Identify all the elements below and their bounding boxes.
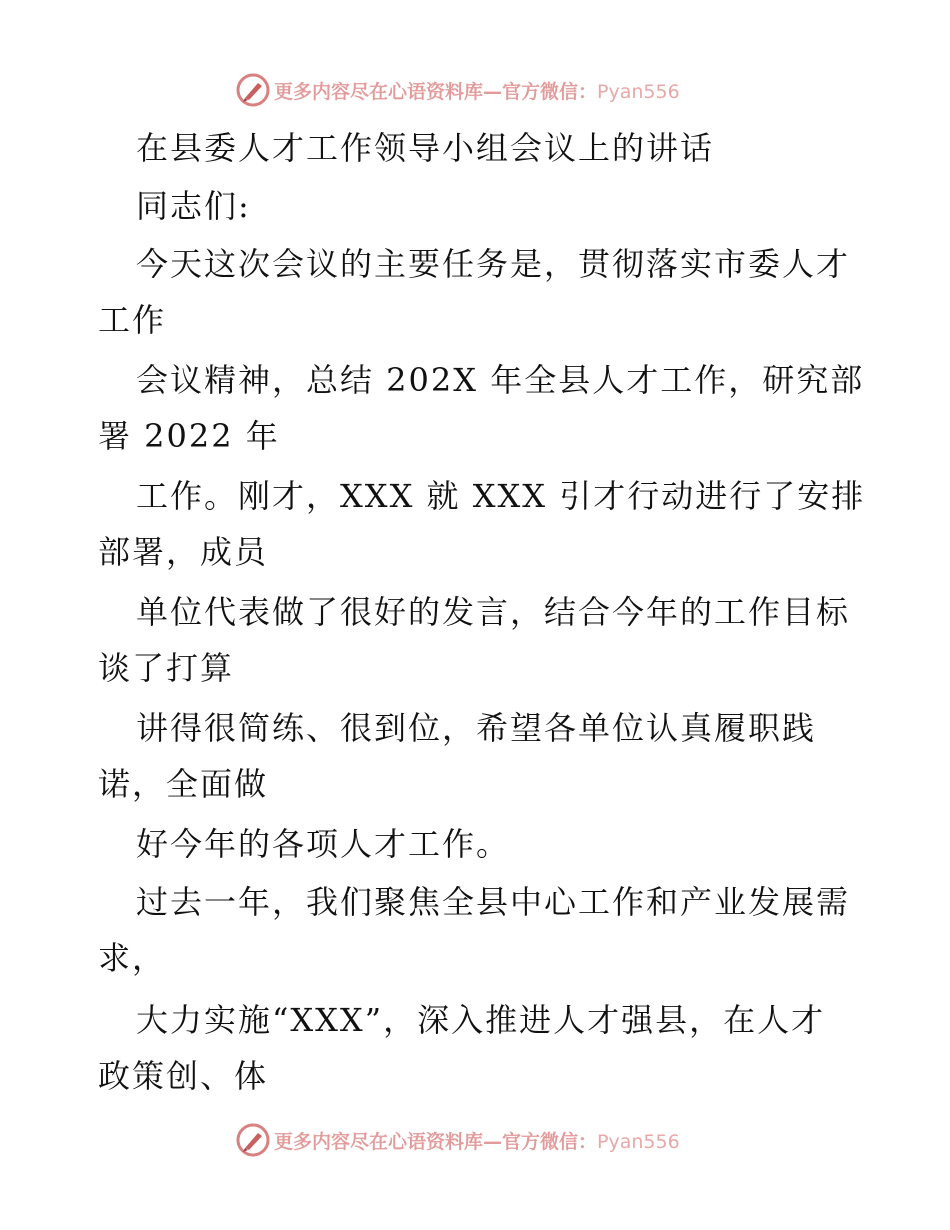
paragraph-line: 讲得很简练、很到位，希望各单位认真履职践 bbox=[136, 709, 817, 747]
paragraph-line: 大力实施“XXX”，深入推进人才强县，在人才 bbox=[136, 1001, 826, 1039]
watermark-banner-bottom bbox=[236, 1122, 716, 1158]
paragraph-line: 署 2022 年 bbox=[98, 417, 280, 455]
paragraph-line: 工作。刚才，XXX 就 XXX 引才行动进行了安排 bbox=[136, 477, 866, 515]
paragraph-line: 单位代表做了很好的发言，结合今年的工作目标 bbox=[136, 593, 851, 631]
pen-logo-icon bbox=[236, 73, 270, 107]
paragraph-line: 政策创、体 bbox=[98, 1057, 269, 1095]
watermark-banner-top bbox=[236, 72, 716, 108]
pen-logo-icon bbox=[236, 1123, 270, 1157]
salutation: 同志们: bbox=[136, 187, 251, 225]
paragraph-line: 工作 bbox=[98, 301, 167, 339]
paragraph-line: 诺，全面做 bbox=[98, 765, 269, 803]
watermark-text: 更多内容尽在心语资料库—官方微信：Pyan556 bbox=[274, 1130, 680, 1153]
paragraph-line: 好今年的各项人才工作。 bbox=[136, 825, 511, 863]
paragraph-line: 今天这次会议的主要任务是，贯彻落实市委人才 bbox=[136, 245, 851, 283]
paragraph-line: 过去一年，我们聚焦全县中心工作和产业发展需 bbox=[136, 883, 851, 921]
paragraph-line: 求， bbox=[98, 939, 167, 977]
paragraph-line: 谈了打算 bbox=[98, 649, 235, 687]
watermark-text: 更多内容尽在心语资料库—官方微信：Pyan556 bbox=[274, 80, 680, 103]
paragraph-line: 部署，成员 bbox=[98, 533, 269, 571]
paragraph-line: 会议精神，总结 202X 年全县人才工作，研究部 bbox=[136, 361, 865, 399]
document-title: 在县委人才工作领导小组会议上的讲话 bbox=[136, 129, 715, 167]
